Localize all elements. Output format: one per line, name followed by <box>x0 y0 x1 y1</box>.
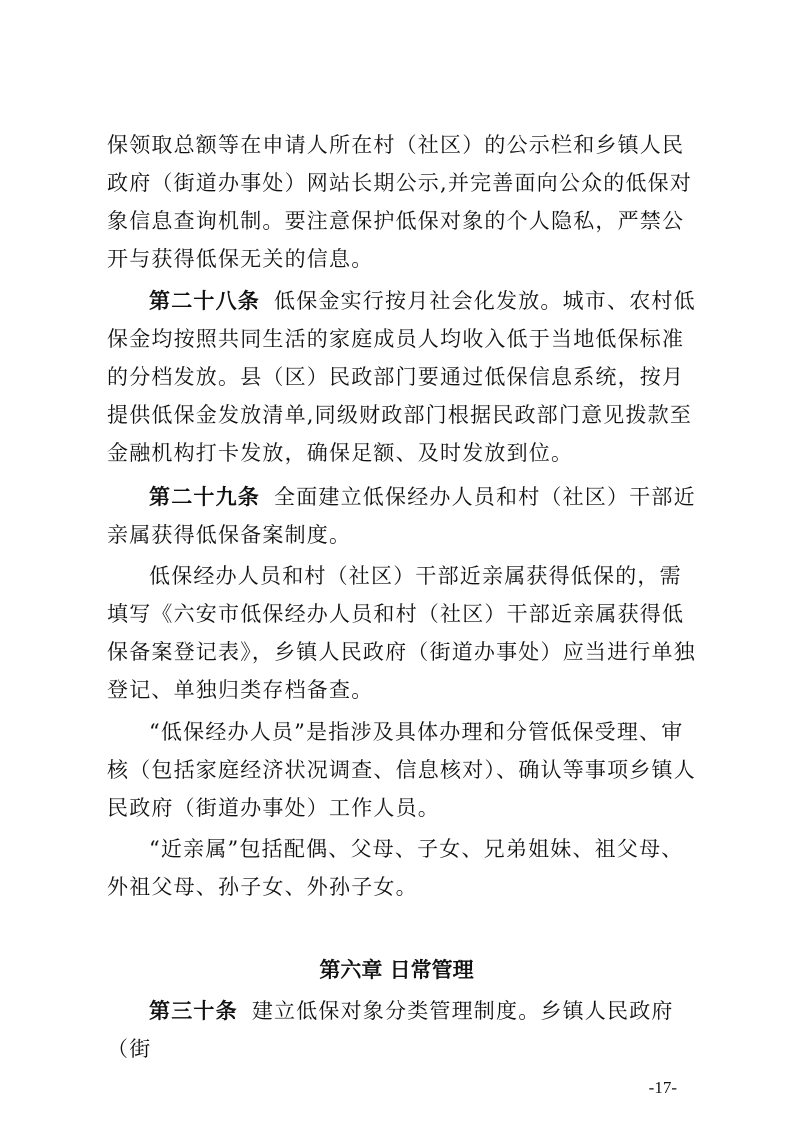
paragraph-text: 保领取总额等在申请人所在村（社区）的公示栏和乡镇人民政府（街道办事处）网站长期公示,并完善面向公众的低保对象信息查询机制。要注意保护低保对象的个人隐私，严禁公开与获得低保无关的信息。 <box>107 133 693 271</box>
paragraph-text: 低保金实行按月社会化发放。城市、农村低保金均按照共同生活的家庭成员人均收入低于当地低保标准的分档发放。县（区）民政部门要通过低保信息系统，按月提供低保金发放清单,同级财政部门根据民政部门意见拨款至金融机构打卡发放，确保足额、及时发放到位。 <box>107 289 696 465</box>
article-30-paragraph <box>107 992 697 1068</box>
paragraph-text: “低保经办人员”是指涉及具体办理和分管低保受理、审核（包括家庭经济状况调查、信息核对）、确认等事项乡镇人民政府（街道办事处）工作人员。 <box>107 720 696 820</box>
article-28-paragraph <box>107 282 697 472</box>
filing-requirement-paragraph <box>107 557 697 709</box>
paragraph-text: “近亲属”包括配偶、父母、子女、兄弟姐妹、祖父母、外祖父母、孙子女、外孙子女。 <box>107 837 684 899</box>
page-number: -17- <box>648 1078 677 1097</box>
paragraph-text: 全面建立低保经办人员和村（社区）干部近亲属获得低保备案制度。 <box>107 485 696 547</box>
paragraph-text: 低保经办人员和村（社区）干部近亲属获得低保的，需填写《六安市低保经办人员和村（社区）干部近亲属获得低保备案登记表》，乡镇人民政府（街道办事处）应当进行单独登记、单独归类存档备查。 <box>107 564 696 702</box>
paragraph-continued <box>107 126 697 278</box>
article-heading: 第二十八条 <box>149 289 260 313</box>
article-heading: 第三十条 <box>149 999 238 1023</box>
staff-definition-paragraph <box>107 713 697 827</box>
paragraph-text: 建立低保对象分类管理制度。乡镇人民政府（街 <box>107 999 674 1061</box>
relatives-definition-paragraph <box>107 830 697 906</box>
article-heading: 第二十九条 <box>149 485 260 509</box>
chapter-title: 第六章 日常管理 <box>319 958 474 982</box>
article-29-paragraph <box>107 478 697 554</box>
